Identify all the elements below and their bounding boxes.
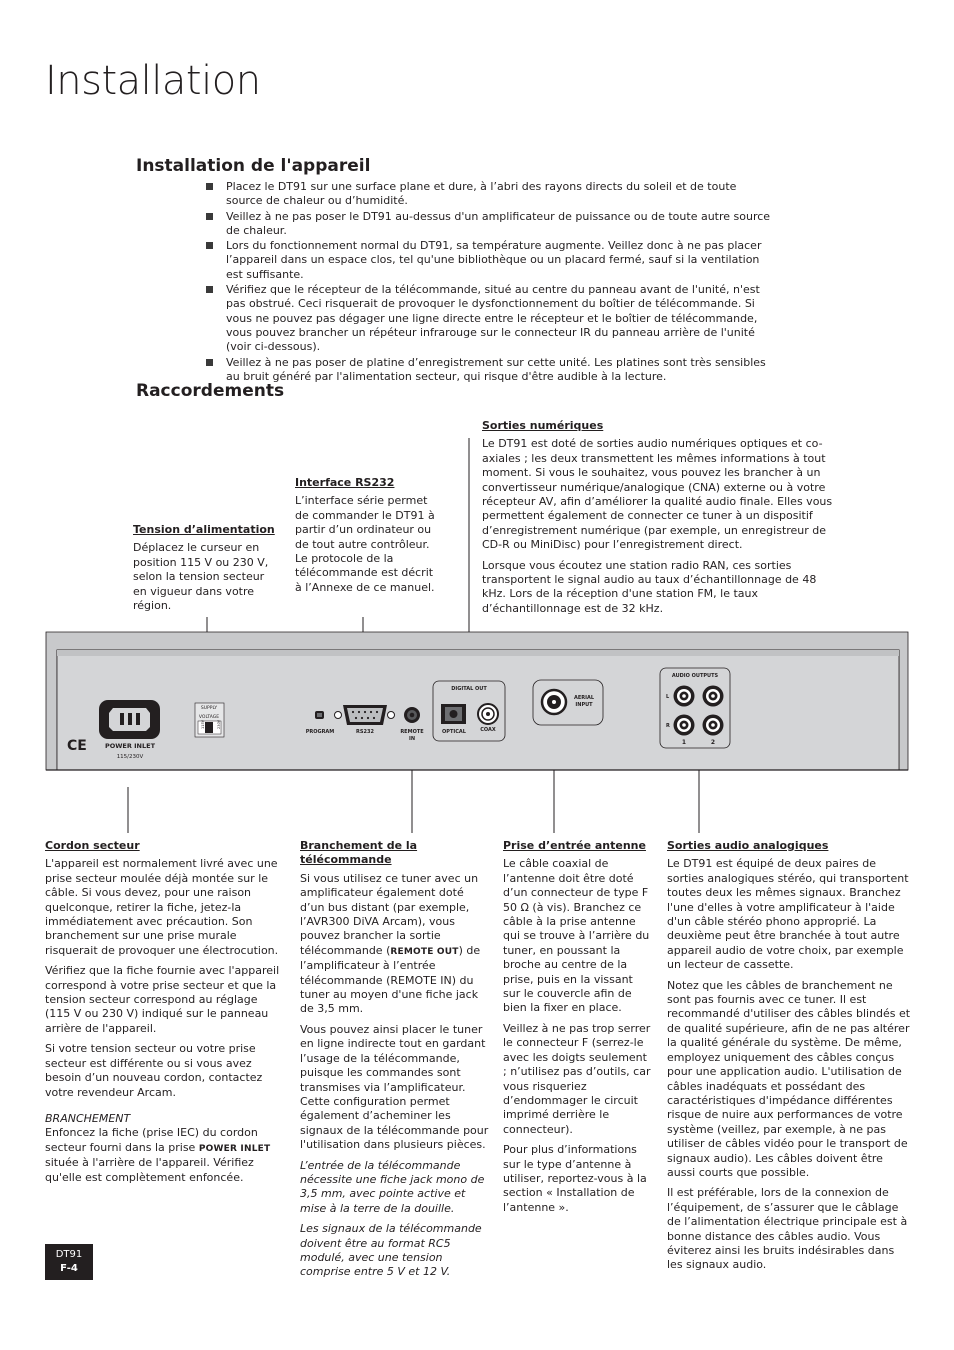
- remote-note: L’entrée de la télécommande nécessite une fiche jack mono de 3,5 mm, avec pointe active et mise à la terre de la douille.: [300, 1158, 485, 1215]
- audio-outputs-label: AUDIO OUTPUTS: [671, 673, 719, 679]
- mains-connection-title: BRANCHEMENT: [45, 1111, 131, 1125]
- coax-label: COAX: [480, 727, 496, 733]
- program-label: PROGRAM: [305, 729, 335, 735]
- program-button-icon: [315, 711, 324, 719]
- coax-port-icon: [478, 704, 498, 724]
- power-inlet-icon: [99, 700, 160, 739]
- voltage-label: VOLTAGE: [198, 715, 220, 720]
- remote-heading: Branchement de la télécommande: [300, 839, 418, 867]
- mains-text: L'appareil est normalement livré avec une prise secteur moulée déjà montée sur le câble. Si vous devez, pour une raison quelconque, retirer la fiche, jetez-la immédiatement avec précaution. Son branchement sur une prise murale risquerait de provoquer une électrocution.: [45, 857, 279, 957]
- digital-out-text: Le DT91 est doté de sorties audio numériques optiques et co-axiales ; les deux transmettent les mêmes informations à tout moment. Si vous le souhaitez, vous pouvez les brancher à un convertisseur numérique/analogique (CNA) externe ou à votre récepteur AV, afin d’améliorer la qualité audio finale. Elles vous permettent également de connecter ce tuner à un dispositif d’enregistrement numérique (par exemple, un enregistreur de CD-R ou MiniDisc) pour l’enregistrement direct.: [482, 437, 833, 552]
- supply-115-label: 115V: [201, 719, 205, 729]
- rca-jack-icon: [674, 715, 695, 736]
- remote-note: Les signaux de la télécommande doivent être au format RC5 modulé, avec une tension comprise entre 5 V et 12 V.: [300, 1222, 482, 1279]
- install-bullet: Lors du fonctionnement normal du DT91, sa température augmente. Veillez donc à ne pas placer l’appareil dans un espace clos, tel qu'une bibliothèque ou un placard fermé, sauf si la ventilation est suffisante.: [203, 239, 773, 282]
- rca-jack-icon: [703, 686, 724, 707]
- power-rating-label: 115/230V: [116, 754, 144, 760]
- aerial-heading: Prise d’entrée antenne: [503, 839, 646, 852]
- rca-jack-icon: [674, 686, 695, 707]
- aerial-text: Pour plus d’informations sur le type d’antenne à utiliser, reportez-vous à la section « Installation de l’antenne ».: [503, 1143, 647, 1214]
- supply-230-label: 230V: [217, 719, 221, 729]
- output-1-label: 1: [681, 739, 687, 746]
- page-footer-tab: [45, 1244, 93, 1280]
- supply-heading: Tension d’alimentation: [133, 523, 275, 536]
- mains-connection-text: Enfoncez la fiche (prise IEC) du cordon secteur fourni dans la prise POWER INLET située à l'arrière de l'appareil. Vérifiez qu'elle est complètement enfoncée.: [45, 1126, 271, 1184]
- install-bullet: Placez le DT91 sur une surface plane et dure, à l’abri des rayons directs du soleil et de toute source de chaleur ou d’humidité.: [203, 180, 773, 209]
- footer-page-number: F-4: [60, 1263, 78, 1274]
- remote-in-jack-icon: [404, 707, 420, 723]
- aerial-block: [503, 839, 653, 1221]
- analog-text: Il est préférable, lors de la connexion de l’équipement, de s’assurer que le câblage de l’alimentation électrique principale est à bonne distance des câbles audio. Vous éviterez ainsi les bruits indésirables dans les signaux audio.: [667, 1186, 908, 1272]
- aerial-label: AERIAL: [573, 695, 595, 701]
- remote-text: Si vous utilisez ce tuner avec un amplificateur également doté d’un bus distant (par exemple, l’AVR300 DiVA Arcam), vous pouvez brancher la sortie télécommande (REMOTE OUT) de l’amplificateur à l’entrée télécommande (REMOTE IN) du tuner au moyen d'une fiche jack de 3,5 mm.: [300, 871, 481, 1016]
- right-channel-label: R: [666, 723, 670, 729]
- mains-block: [45, 839, 285, 1191]
- remote-block: [300, 839, 490, 1286]
- analog-text: Notez que les câbles de branchement ne sont pas fournis avec ce tuner. Il est recommandé d'utiliser des câbles blindés et de qualité supérieure, afin de ne pas altérer la qualité générale du système. De même, employez uniquement des câbles conçus pour une application audio. L'utilisation de câbles inadéquats et possédant des caractéristiques d'impédance différentes risque de nuire aux performances de votre système (veillez, par exemple, à ne pas utiliser de câbles vidéo pour le transport de signaux audio). Les câbles doivent être aussi courts que possible.: [667, 978, 911, 1179]
- rca-jack-icon: [703, 715, 724, 736]
- aerial-text: Le câble coaxial de l’antenne doit être doté d’un connecteur de type F 50 Ω (à vis). Branchez ce câble à la prise antenne qui se trouve à l’arrière du tuner, en poussant la broche au centre de la prise, puis en la vissant sur le couvercle afin de bien la fixer en place.: [503, 857, 650, 1015]
- aerial-input-label: INPUT: [575, 702, 593, 708]
- optical-label: OPTICAL: [442, 729, 466, 735]
- aerial-text: Veillez à ne pas trop serrer le connecteur F (serrez-le avec les doigts seulement ; n’utilisez pas d’outils, car vous risqueriez d’endommager le circuit imprimé derrière le connecteur).: [503, 1021, 651, 1136]
- analog-block: [667, 839, 911, 1279]
- output-2-label: 2: [710, 739, 716, 746]
- install-bullet: Veillez à ne pas poser le DT91 au-dessus d'un amplificateur de puissance ou de toute autre source de chaleur.: [203, 210, 773, 239]
- left-channel-label: L: [666, 694, 670, 700]
- install-bullet: Veillez à ne pas poser de platine d’enregistrement sur cette unité. Les platines sont très sensibles au bruit généré par l'alimentation secteur, qui risque d'être audible à la lecture.: [203, 356, 773, 385]
- mains-text: Si votre tension secteur ou votre prise secteur est différente ou si vous avez besoin d’un nouveau cordon, contactez votre revendeur Arcam.: [45, 1042, 263, 1099]
- connections-heading: Raccordements: [136, 381, 285, 401]
- digital-out-heading: Sorties numériques: [482, 419, 604, 432]
- rear-panel: [46, 632, 908, 770]
- mains-heading: Cordon secteur: [45, 839, 140, 852]
- rs232-label: RS232: [356, 729, 374, 735]
- analog-heading: Sorties audio analogiques: [667, 839, 829, 852]
- ce-mark: CE: [67, 738, 87, 754]
- aerial-input-socket-icon: [542, 690, 566, 714]
- mains-text: Vérifiez que la fiche fournie avec l'appareil correspond à votre prise secteur et que la tension secteur correspond au réglage (115 V ou 230 V) indiqué sur le panneau arrière de l'appareil.: [45, 964, 280, 1035]
- rs232-heading: Interface RS232: [295, 476, 395, 489]
- remote-label: REMOTE: [400, 729, 424, 735]
- digital-out-panel-label: DIGITAL OUT: [451, 686, 487, 692]
- footer-model: DT91: [55, 1249, 83, 1260]
- supply-text: Déplacez le curseur en position 115 V ou 230 V, selon la tension secteur en vigueur dans votre région.: [133, 541, 269, 613]
- analog-text: Le DT91 est équipé de deux paires de sorties analogiques stéréo, qui transportent toutes deux les mêmes signaux. Branchez l'une d'elles à votre amplificateur à l'aide d'un câble stéréo phono approprié. La deuxième peut être branchée à tout autre appareil audio de votre choix, par exemple un lecteur de cassette.: [667, 857, 909, 972]
- install-bullet: Vérifiez que le récepteur de la télécommande, situé au centre du panneau avant de l'unité, n'est pas obstrué. Ceci risquerait de provoquer le dysfonctionnement du boîtier de télécommande. Si vous ne pouvez pas dégager une ligne directe entre le récepteur et le boîtier de télécommande, vous pouvez brancher un répéteur infrarouge sur le connecteur IR du panneau arrière de l'unité (voir ci-dessous).: [203, 283, 773, 354]
- page-title: Installation: [45, 58, 261, 104]
- install-heading: Installation de l'appareil: [136, 156, 371, 176]
- rs232-text: L’interface série permet de commander le DT91 à partir d’un ordinateur ou de tout autre contrôleur. Le protocole de la télécommande est décrit à l’Annexe de ce manuel.: [295, 494, 435, 594]
- optical-port-icon: [441, 704, 466, 724]
- supply-label: SUPPLY: [200, 706, 218, 711]
- power-inlet-label: POWER INLET: [104, 742, 156, 750]
- remote-in-label: IN: [408, 736, 416, 742]
- remote-text: Vous pouvez ainsi placer le tuner en ligne indirecte tout en gardant l’usage de la télécommande, puisque les commandes sont transmises via l’amplificateur. Cette configuration permet également d’acheminer les signaux de la télécommande pour l'utilisation dans plusieurs pièces.: [300, 1022, 489, 1152]
- digital-out-text: Lorsque vous écoutez une station radio RAN, ces sorties transportent le signal audio au taux d’échantillonnage de 48 kHz. Lors de la réception d'une station FM, le taux d’échantillonnage est de 32 kHz.: [482, 558, 817, 615]
